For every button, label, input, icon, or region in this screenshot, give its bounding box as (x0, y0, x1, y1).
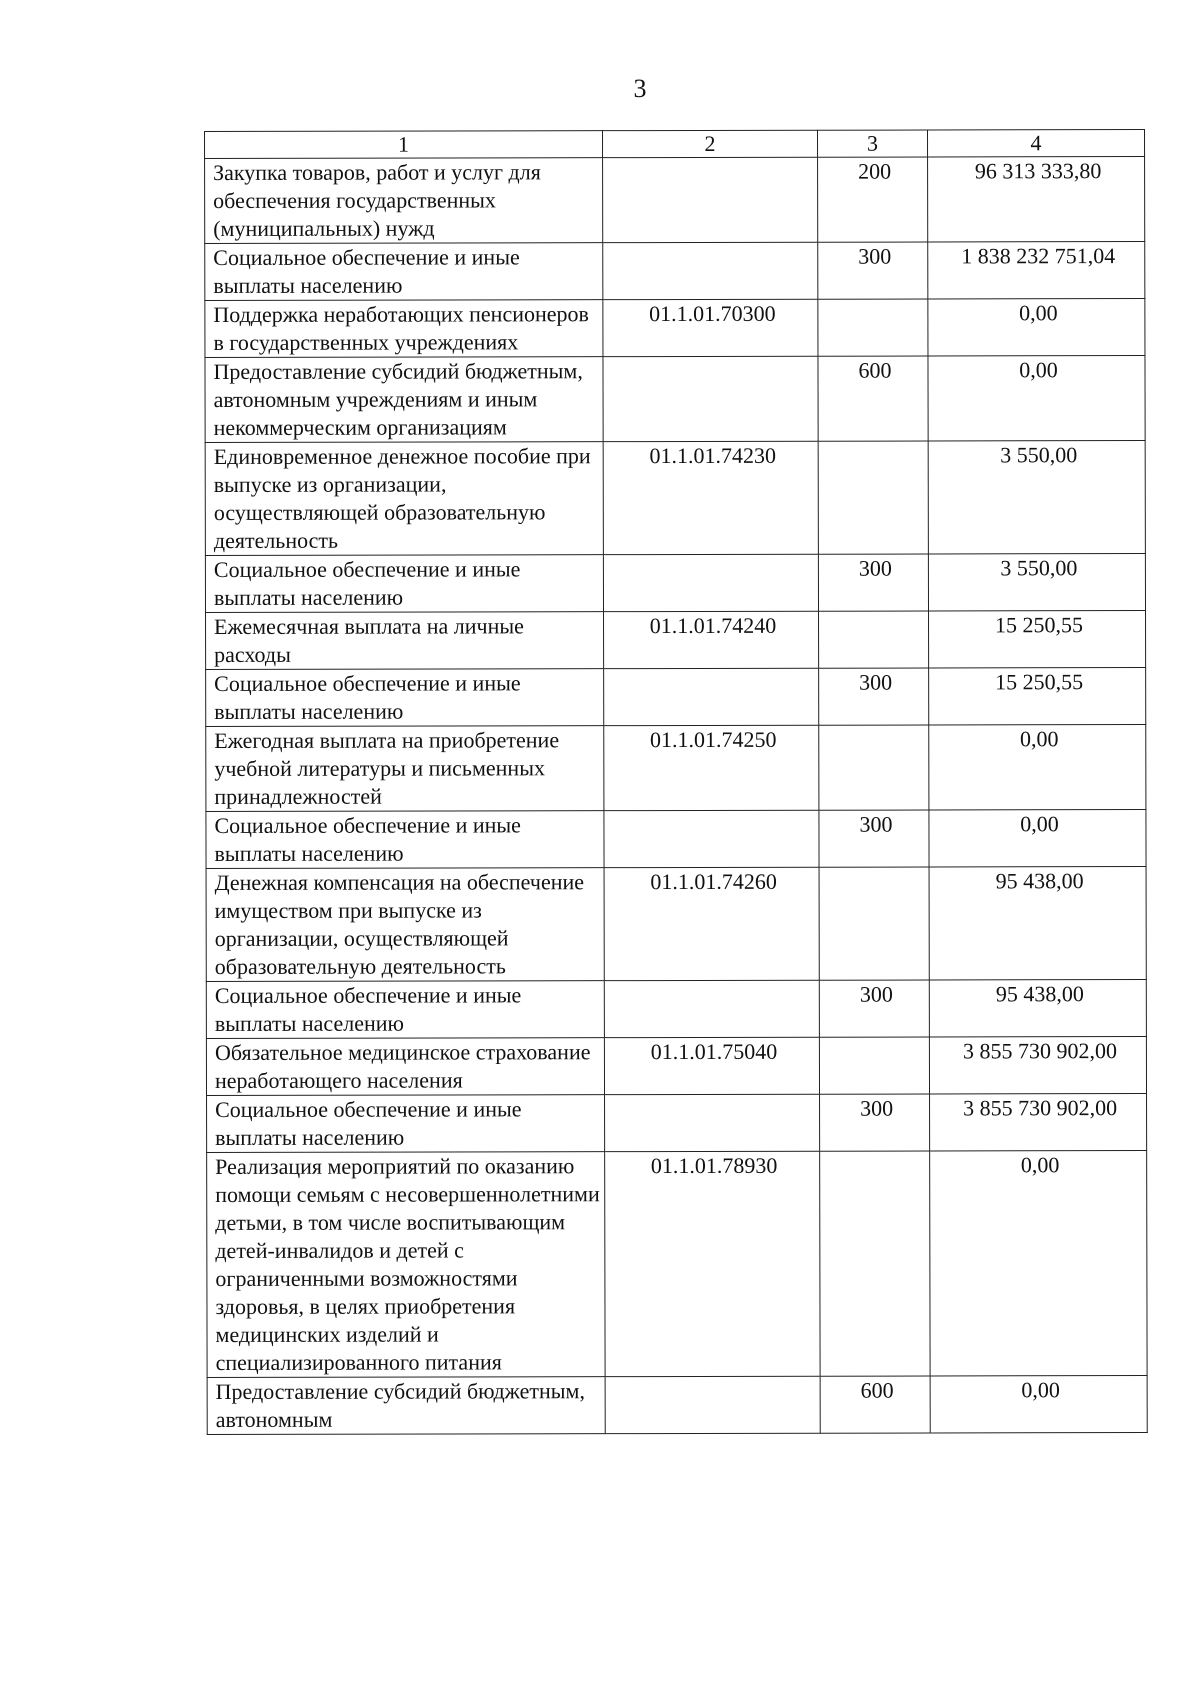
row-sum-cell: 0,00 (928, 299, 1145, 356)
row-name-cell: Денежная компенсация на обеспечение имуществом при выпуске из организации, осуществляющей образовательную деятельность (206, 868, 604, 982)
row-name-cell: Ежегодная выплата на приобретение учебной литературы и письменных принадлежностей (206, 726, 604, 812)
row-type-cell: 200 (818, 157, 928, 242)
row-name-cell: Поддержка неработающих пенсионеров в государственных учреждениях (205, 300, 603, 358)
row-name-cell: Социальное обеспечение и иные выплаты населению (207, 1095, 605, 1153)
row-type-cell: 300 (819, 810, 929, 867)
row-type-cell (819, 867, 929, 980)
row-sum-cell: 0,00 (928, 356, 1145, 441)
header-col-3: 3 (817, 130, 927, 157)
row-sum-cell: 0,00 (929, 725, 1146, 810)
row-type-cell: 300 (819, 668, 929, 725)
row-type-cell: 300 (820, 1094, 930, 1151)
row-type-cell: 300 (819, 980, 929, 1037)
row-name-cell: Социальное обеспечение и иные выплаты населению (206, 981, 604, 1039)
row-code-cell (603, 157, 818, 242)
row-type-cell (819, 1037, 929, 1094)
row-code-cell: 01.1.01.70300 (603, 299, 818, 356)
row-code-cell: 01.1.01.74240 (604, 611, 819, 668)
table-row (206, 810, 1146, 869)
row-sum-cell: 0,00 (929, 810, 1146, 867)
row-code-cell: 01.1.01.74230 (603, 441, 818, 554)
row-code-cell (604, 810, 819, 867)
table-row (206, 980, 1146, 1039)
row-sum-cell: 95 438,00 (929, 867, 1146, 980)
row-code-cell (605, 1376, 820, 1433)
table-row (207, 1376, 1147, 1435)
table-row (205, 356, 1145, 443)
table-row (206, 867, 1146, 982)
row-name-cell: Социальное обеспечение и иные выплаты населению (206, 811, 604, 869)
row-sum-cell: 15 250,55 (929, 668, 1146, 725)
row-type-cell (818, 299, 928, 356)
header-col-4: 4 (927, 130, 1144, 157)
table-row (207, 1151, 1147, 1378)
row-code-cell: 01.1.01.74250 (604, 725, 819, 810)
header-col-1: 1 (205, 131, 603, 159)
row-name-cell: Реализация мероприятий по оказанию помощи семьям с несовершеннолетними детьми, в том числе воспитывающим детей-инвалидов и детей с ограниченными возможностями здоровья, в целях приобретения медицинских изделий и специализированного питания (207, 1152, 605, 1378)
row-sum-cell: 0,00 (930, 1376, 1147, 1433)
row-name-cell: Социальное обеспечение и иные выплаты населению (206, 669, 604, 727)
row-type-cell: 300 (818, 242, 928, 299)
row-code-cell (604, 980, 819, 1037)
table-row (206, 725, 1146, 812)
row-name-cell: Обязательное медицинское страхование неработающего населения (206, 1038, 604, 1096)
row-name-cell: Предоставление субсидий бюджетным, автономным учреждениям и иным некоммерческим организациям (205, 357, 603, 443)
row-code-cell (603, 242, 818, 299)
table-row (207, 1094, 1147, 1153)
row-name-cell: Единовременное денежное пособие при выпуске из организации, осуществляющей образовательную деятельность (205, 442, 603, 556)
row-code-cell: 01.1.01.78930 (605, 1151, 820, 1376)
row-type-cell (819, 611, 929, 668)
row-name-cell: Социальное обеспечение и иные выплаты населению (205, 243, 603, 301)
row-code-cell (603, 356, 818, 441)
table-row (206, 611, 1146, 670)
row-type-cell (820, 1151, 930, 1376)
header-col-2: 2 (603, 130, 818, 157)
budget-table (204, 129, 1148, 1435)
row-type-cell (818, 441, 928, 554)
row-type-cell: 300 (818, 554, 928, 611)
table-row (205, 299, 1145, 358)
row-sum-cell: 0,00 (930, 1151, 1147, 1376)
table-row (205, 157, 1145, 244)
row-type-cell (819, 725, 929, 810)
row-sum-cell: 15 250,55 (929, 611, 1146, 668)
row-sum-cell: 1 838 232 751,04 (928, 242, 1145, 299)
page-number: 3 (633, 74, 647, 103)
row-sum-cell: 3 550,00 (928, 441, 1145, 554)
row-name-cell: Социальное обеспечение и иные выплаты населению (205, 555, 603, 613)
row-code-cell (603, 554, 818, 611)
row-sum-cell: 3 855 730 902,00 (930, 1094, 1147, 1151)
table-header-row (205, 130, 1145, 159)
row-name-cell: Ежемесячная выплата на личные расходы (206, 612, 604, 670)
table-row (205, 441, 1145, 556)
table-row (205, 554, 1145, 613)
row-type-cell: 600 (818, 356, 928, 441)
row-code-cell: 01.1.01.75040 (604, 1037, 819, 1094)
table-row (206, 1037, 1146, 1096)
table-row (205, 242, 1145, 301)
row-sum-cell: 95 438,00 (929, 980, 1146, 1037)
row-code-cell (605, 1094, 820, 1151)
row-sum-cell: 96 313 333,80 (928, 157, 1145, 242)
row-code-cell (604, 668, 819, 725)
row-type-cell: 600 (820, 1376, 930, 1433)
row-sum-cell: 3 550,00 (928, 554, 1145, 611)
row-name-cell: Закупка товаров, работ и услуг для обеспечения государственных (муниципальных) нужд (205, 158, 603, 244)
row-sum-cell: 3 855 730 902,00 (929, 1037, 1146, 1094)
table-row (206, 668, 1146, 727)
row-code-cell: 01.1.01.74260 (604, 867, 819, 980)
row-name-cell: Предоставление субсидий бюджетным, автономным (207, 1377, 605, 1435)
